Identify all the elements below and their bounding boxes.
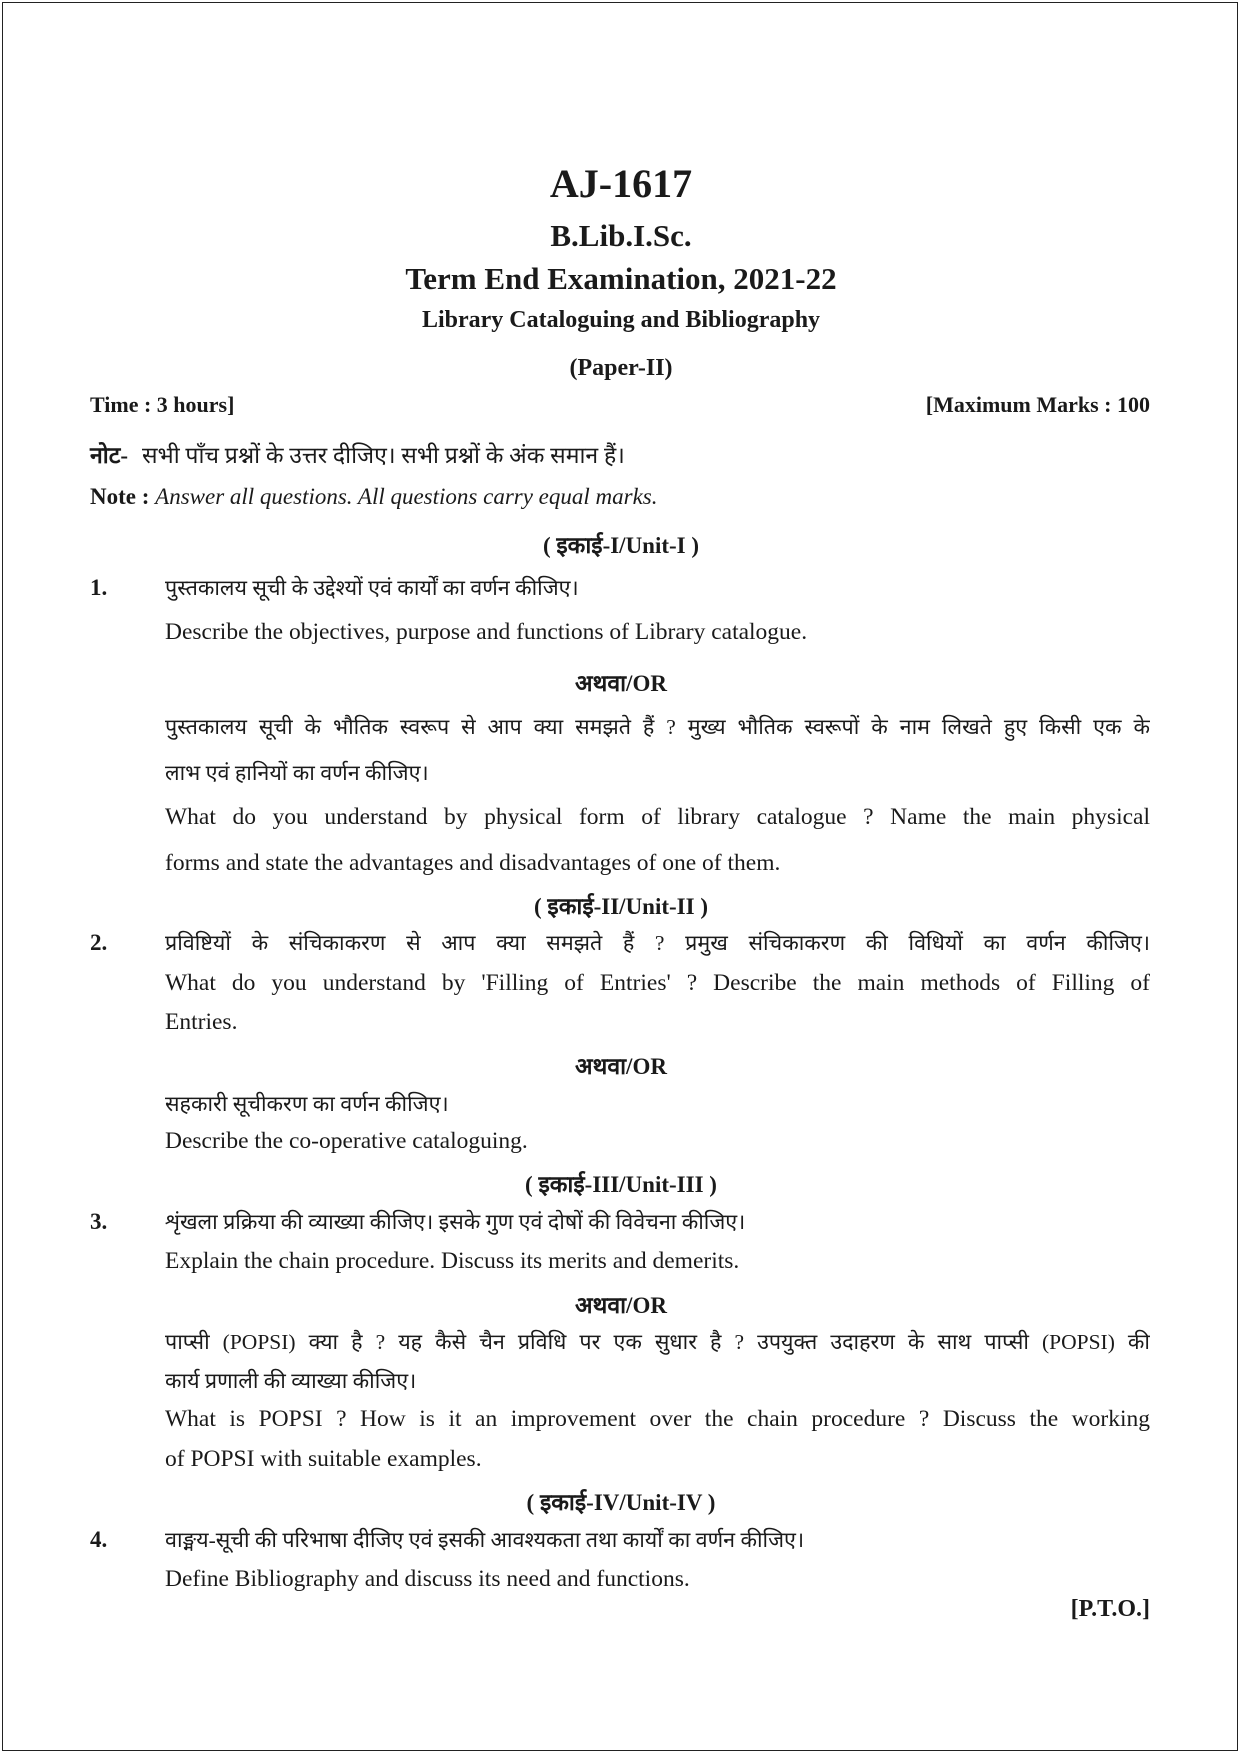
question-number: 2.: [90, 930, 108, 955]
unit-heading: ( इकाई-II/Unit-II ): [534, 894, 708, 919]
question-text-english: Explain the chain procedure. Discuss its merits and demerits.: [165, 1248, 740, 1274]
alternative-question-hindi: सहकारी सूचीकरण का वर्णन कीजिए।: [165, 1092, 449, 1116]
question-text-hindi: प्रविष्टियों के संचिकाकरण से आप क्या समझते हैं ? प्रमुख संचिकाकरण की विधियों का वर्णन कीजिए।: [165, 931, 1150, 955]
alternative-question-english: What is POPSI ? How is it an improvement over the chain procedure ? Discuss the working: [165, 1406, 1150, 1432]
alternative-question-hindi: पुस्तकालय सूची के भौतिक स्वरूप से आप क्या समझते हैं ? मुख्य भौतिक स्वरूपों के नाम लिखते हुए किसी एक के: [165, 715, 1150, 739]
note-hindi-text: सभी पाँच प्रश्नों के उत्तर दीजिए। सभी प्रश्नों के अंक समान हैं।: [141, 443, 625, 468]
note-hindi-label: नोट-: [90, 443, 128, 468]
or-separator: अथवा/OR: [575, 1293, 667, 1318]
subject-title: Library Cataloguing and Bibliography: [421, 307, 821, 333]
course-title: B.Lib.I.Sc.: [550, 218, 692, 253]
unit-heading: ( इकाई-I/Unit-I ): [542, 533, 700, 558]
unit-heading: ( इकाई-III/Unit-III ): [525, 1172, 717, 1197]
paper-code: AJ-1617: [549, 161, 693, 206]
question-text-english: Define Bibliography and discuss its need and functions.: [165, 1566, 690, 1592]
question-text-hindi: शृंखला प्रक्रिया की व्याख्या कीजिए। इसके गुण एवं दोषों की विवेचना कीजिए।: [165, 1210, 746, 1234]
question-number: 4.: [90, 1527, 108, 1552]
maximum-marks: [Maximum Marks : 100: [925, 392, 1150, 417]
alternative-question-english: of POPSI with suitable examples.: [165, 1446, 482, 1472]
question-text-hindi: पुस्तकालय सूची के उद्देश्यों एवं कार्यों का वर्णन कीजिए।: [165, 576, 579, 600]
please-turn-over: [P.T.O.]: [1070, 1596, 1150, 1622]
note-english-text: Answer all questions. All questions carry equal marks.: [155, 484, 658, 509]
unit-heading: ( इकाई-IV/Unit-IV ): [526, 1490, 716, 1515]
question-text-hindi: वाङ्मय-सूची की परिभाषा दीजिए एवं इसकी आवश्यकता तथा कार्यों का वर्णन कीजिए।: [165, 1528, 805, 1552]
note-english-label: Note :: [90, 484, 150, 509]
alternative-question-english: Describe the co-operative cataloguing.: [165, 1128, 528, 1154]
question-text-english: Describe the objectives, purpose and functions of Library catalogue.: [165, 619, 808, 645]
or-separator: अथवा/OR: [575, 671, 667, 696]
or-separator: अथवा/OR: [575, 1054, 667, 1079]
alternative-question-hindi: पाप्सी (POPSI) क्या है ? यह कैसे चैन प्रविधि पर एक सुधार है ? उपयुक्त उदाहरण के साथ पाप्सी (POPSI) की: [165, 1330, 1150, 1354]
time-allowed: Time : 3 hours]: [90, 392, 235, 417]
alternative-question-english: What do you understand by physical form of library catalogue ? Name the main physical: [165, 804, 1150, 830]
exam-title: Term End Examination, 2021-22: [405, 261, 837, 296]
alternative-question-english: forms and state the advantages and disadvantages of one of them.: [165, 850, 781, 876]
alternative-question-hindi: कार्य प्रणाली की व्याख्या कीजिए।: [165, 1369, 417, 1393]
paper-number: (Paper-II): [569, 355, 673, 381]
question-text-english: What do you understand by 'Filling of Entries' ? Describe the main methods of Filling of: [165, 970, 1150, 996]
question-number: 3.: [90, 1209, 108, 1234]
question-text-english: Entries.: [165, 1009, 238, 1035]
question-number: 1.: [90, 575, 108, 600]
note-english: [90, 484, 658, 510]
note-hindi: [90, 438, 625, 470]
alternative-question-hindi: लाभ एवं हानियों का वर्णन कीजिए।: [165, 761, 429, 785]
